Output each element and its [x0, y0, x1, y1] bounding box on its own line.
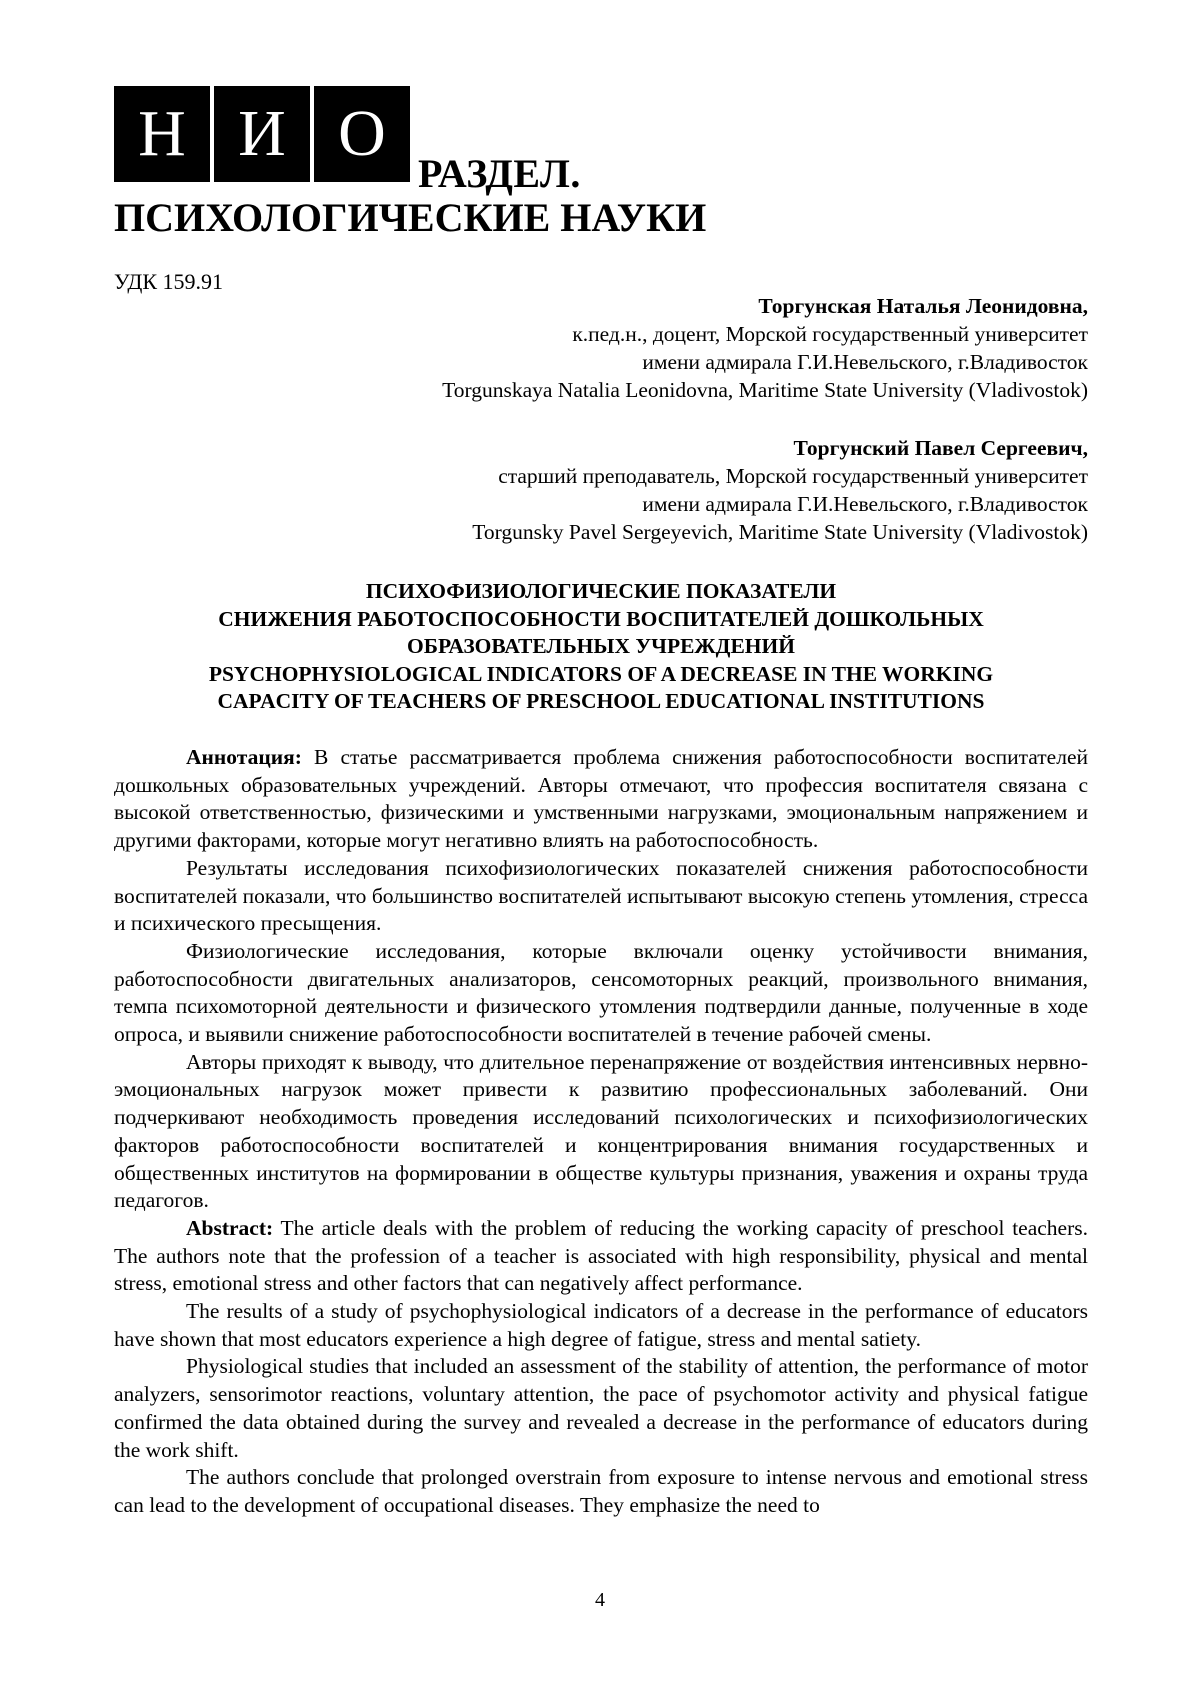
annotation-paragraph: Физиологические исследования, которые включали оценку устойчивости внимания, работоспособности двигательных анализаторов, сенсомоторных реакций, произвольного внимания, темпа психомоторной деятельности и физического утомления подтвердили данные, полученные в ходе опроса, и выявили снижение работоспособности воспитателей в течение рабочей смены. — [114, 938, 1088, 1047]
abstract-paragraph: Physiological studies that included an assessment of the stability of attention, the performance of motor analyzers, sensorimotor reactions, voluntary attention, the pace of psychomotor activity and physical fatigue confirmed the data obtained during the survey and revealed a decrease in the performance of educators during the work shift. — [114, 1354, 1088, 1462]
author-affiliation-line: к.пед.н., доцент, Морской государственный университет — [572, 322, 1088, 346]
abstract-paragraph: The results of a study of psychophysiological indicators of a decrease in the performance of educators have shown that most educators experience a high degree of fatigue, stress and mental satiety. — [114, 1299, 1088, 1351]
author-name: Торгунский Павел Сергеевич, — [793, 436, 1088, 460]
abstract-paragraph: The authors conclude that prolonged overstrain from exposure to intense nervous and emotional stress can lead to the development of occupational diseases. They emphasize the need to — [114, 1465, 1088, 1517]
abstract-paragraph — [114, 1215, 1088, 1298]
author-affiliation-line: имени адмирала Г.И.Невельского, г.Владивосток — [642, 492, 1088, 516]
annotation-text: В статье рассматривается проблема снижения работоспособности воспитателей дошкольных образовательных учреждений. Авторы отмечают, что профессия воспитателя связана с высокой ответственностью, физическими и умственными нагрузками, эмоциональным напряжением и другими факторами, которые могут негативно влиять на работоспособность. — [114, 745, 1088, 853]
title-line: ОБРАЗОВАТЕЛЬНЫХ УЧРЕЖДЕНИЙ — [407, 634, 795, 658]
author-affiliation-line: старший преподаватель, Морской государственный университет — [498, 464, 1088, 488]
annotation-label: Аннотация: — [186, 745, 302, 769]
annotation-paragraph: Результаты исследования психофизиологических показателей снижения работоспособности воспитателей показали, что большинство воспитателей испытывают высокую степень утомления, стресса и психического пресыщения. — [114, 855, 1088, 936]
abstract-label: Abstract: — [186, 1215, 274, 1240]
author-affiliation-line: Torgunsky Pavel Sergeyevich, Maritime State University (Vladivostok) — [472, 520, 1088, 544]
section-label: РАЗДЕЛ. — [418, 151, 581, 196]
udk-code: УДК 159.91 — [114, 269, 224, 294]
article-body — [114, 744, 1088, 1520]
logo-letter-o: О — [314, 86, 410, 182]
abstract-text: The article deals with the problem of reducing the working capacity of preschool teachers. The authors note that the profession of a teacher is associated with high responsibility, physical and mental stress, emotional stress and other factors that can negatively affect performance. — [114, 1215, 1088, 1296]
article-title — [114, 578, 1088, 716]
section-title: ПСИХОЛОГИЧЕСКИЕ НАУКИ — [114, 195, 707, 240]
title-line: СНИЖЕНИЯ РАБОТОСПОСОБНОСТИ ВОСПИТАТЕЛЕЙ ДОШКОЛЬНЫХ — [218, 606, 984, 631]
logo-letter-n: Н — [114, 86, 210, 182]
nio-logo — [114, 86, 410, 182]
author-block-1 — [442, 292, 1088, 404]
title-line: CAPACITY OF TEACHERS OF PRESCHOOL EDUCATIONAL INSTITUTIONS — [217, 689, 985, 713]
annotation-paragraph: Авторы приходят к выводу, что длительное перенапряжение от воздействия интенсивных нервно-эмоциональных нагрузок может привести к развитию профессиональных заболеваний. Они подчеркивают необходимость проведения исследований психологических и психофизиологических факторов работоспособности воспитателей и концентрирования внимания государственных и общественных институтов на формировании в обществе культуры признания, уважения и охраны труда педагогов. — [114, 1049, 1088, 1213]
logo-letter-i: И — [214, 86, 310, 182]
page-number: 4 — [595, 1589, 605, 1611]
title-line: PSYCHOPHYSIOLOGICAL INDICATORS OF A DECREASE IN THE WORKING — [208, 661, 994, 686]
author-block-2 — [472, 434, 1088, 546]
author-affiliation-line: имени адмирала Г.И.Невельского, г.Владивосток — [642, 350, 1088, 374]
author-name: Торгунская Наталья Леонидовна, — [758, 294, 1088, 318]
annotation-paragraph — [114, 744, 1088, 855]
author-affiliation-line: Torgunskaya Natalia Leonidovna, Maritime State University (Vladivostok) — [442, 378, 1088, 402]
title-line: ПСИХОФИЗИОЛОГИЧЕСКИЕ ПОКАЗАТЕЛИ — [365, 579, 837, 603]
